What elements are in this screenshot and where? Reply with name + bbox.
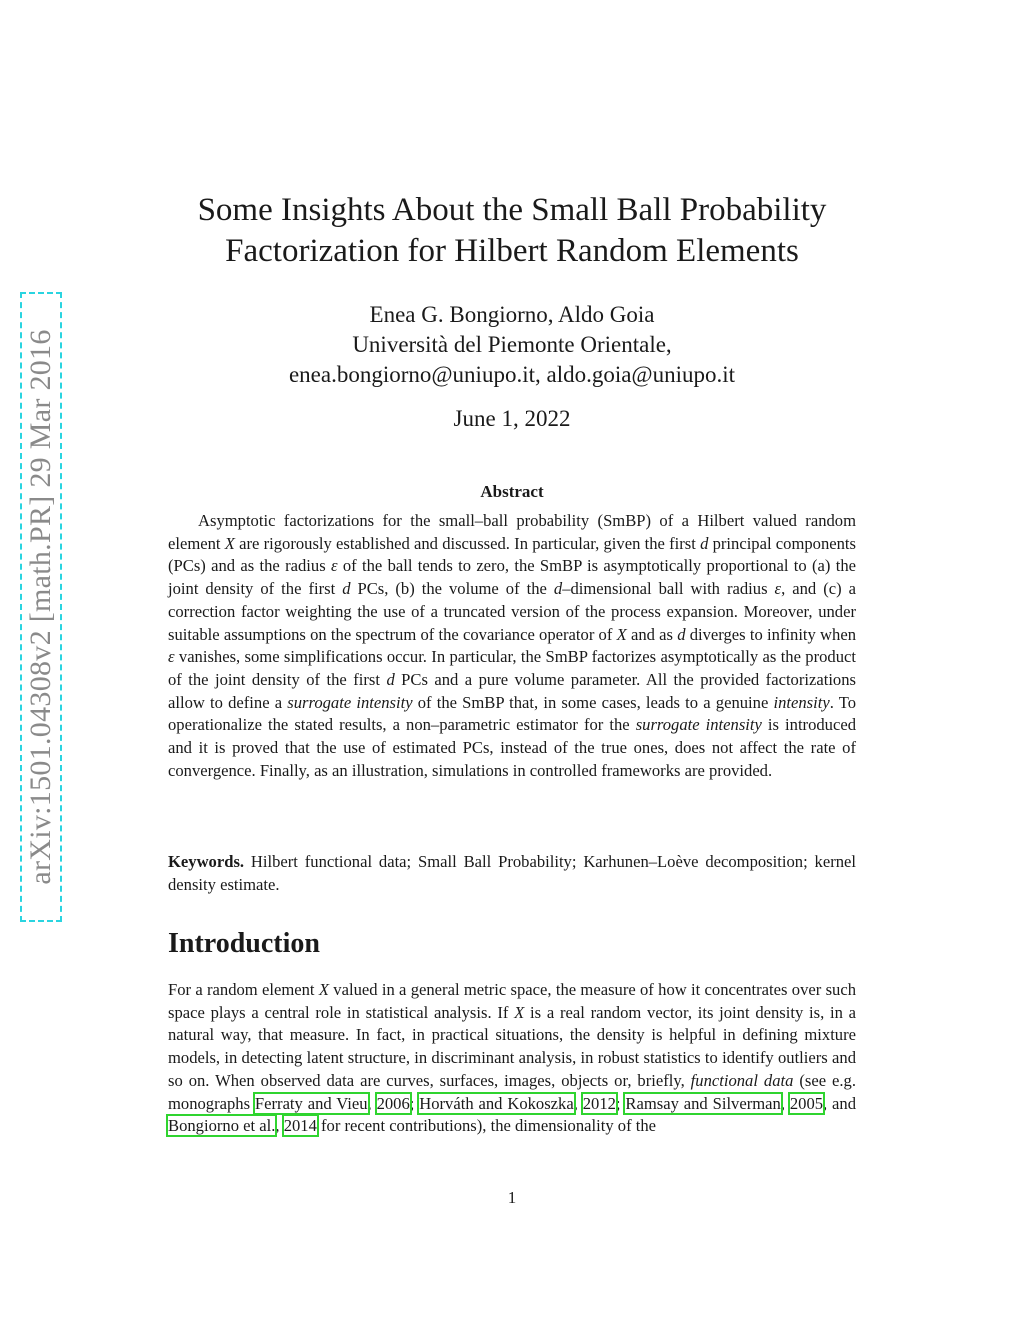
title-line-1: Some Insights About the Small Ball Probability	[197, 192, 827, 228]
paper-date: June 1, 2022	[453, 406, 571, 431]
keywords-text: Hilbert functional data; Small Ball Probability; Karhunen–Loève decomposition; kernel density estimate.	[168, 852, 856, 894]
citation-year-2005[interactable]: 2005	[789, 1093, 824, 1113]
citation-year-2014[interactable]: 2014	[283, 1116, 317, 1136]
citation-link-horvath[interactable]: Horváth and Kokoszka	[419, 1093, 574, 1113]
citation-year-2012[interactable]: 2012	[582, 1093, 616, 1113]
introduction-text: For a random element X valued in a general metric space, the measure of how it concentrates over such space plays a central role in statistical analysis. If X is a real random vector, its joint density is, in a natural way, that measure. In fact, in practical situations, the density is helpful in defining mixture models, in detecting latent structure, in discriminant analysis, in robust statistics to identify outliers and so on. When observed data are curves, surfaces, images, objects or, briefly, functional data (see e.g. monographs Ferraty and Vieu, 2006; Horváth and Kokoszka, 2012; Ramsay and Silverman, 2005, and Bongiorno et al., 2014 for recent contributions), the dimensionality of the	[168, 980, 857, 1136]
citation-link-ferraty[interactable]: Ferraty and Vieu	[254, 1093, 368, 1113]
title-line-2: Factorization for Hilbert Random Elements	[225, 233, 799, 269]
abstract-text: Asymptotic factorizations for the small–ball probability (SmBP) of a Hilbert valued random element X are rigorously established and discussed. In particular, given the first d principal components (PCs) and as the radius ε of the ball tends to zero, the SmBP is asymptotically proportional to (a) the joint density of the first d PCs, (b) the volume of the d–dimensional ball with radius ε, and (c) a correction factor weighting the use of a truncated version of the process expansion. Moreover, under suitable assumptions on the spectrum of the covariance operator of X and as d diverges to infinity when ε vanishes, some simplifications occur. In particular, the SmBP factorizes asymptotically as the product of the joint density of the first d PCs and a pure volume parameter. All the provided factorizations allow to define a surrogate intensity of the SmBP that, in some cases, leads to a genuine intensity. To operationalize the stated results, a non–parametric estimator for the surrogate intensity is introduced and it is proved that the use of estimated PCs, instead of the true ones, does not affect the rate of convergence. Finally, as an illustration, simulations in controlled frameworks are provided.	[168, 511, 857, 780]
keywords	[168, 851, 856, 896]
keywords-label: Keywords.	[168, 852, 245, 871]
author-block	[168, 300, 856, 390]
page-number: 1	[507, 1188, 517, 1207]
arxiv-sidebar	[20, 292, 62, 922]
paper-title	[138, 190, 886, 272]
author-names: Enea G. Bongiorno, Aldo Goia	[369, 302, 655, 327]
author-emails: enea.bongiorno@uniupo.it, aldo.goia@uniupo.it	[288, 362, 736, 387]
section-title-introduction: Introduction	[168, 928, 320, 959]
citation-year-2006[interactable]: 2006	[376, 1093, 410, 1113]
abstract-heading: Abstract	[480, 482, 544, 501]
citation-link-bongiorno[interactable]: Bongiorno et al.	[168, 1116, 276, 1136]
citation-link-ramsay[interactable]: Ramsay and Silverman	[625, 1093, 781, 1113]
arxiv-identifier[interactable]: arXiv:1501.04308v2 [math.PR] 29 Mar 2016	[24, 329, 57, 885]
affiliation: Università del Piemonte Orientale,	[352, 332, 672, 357]
